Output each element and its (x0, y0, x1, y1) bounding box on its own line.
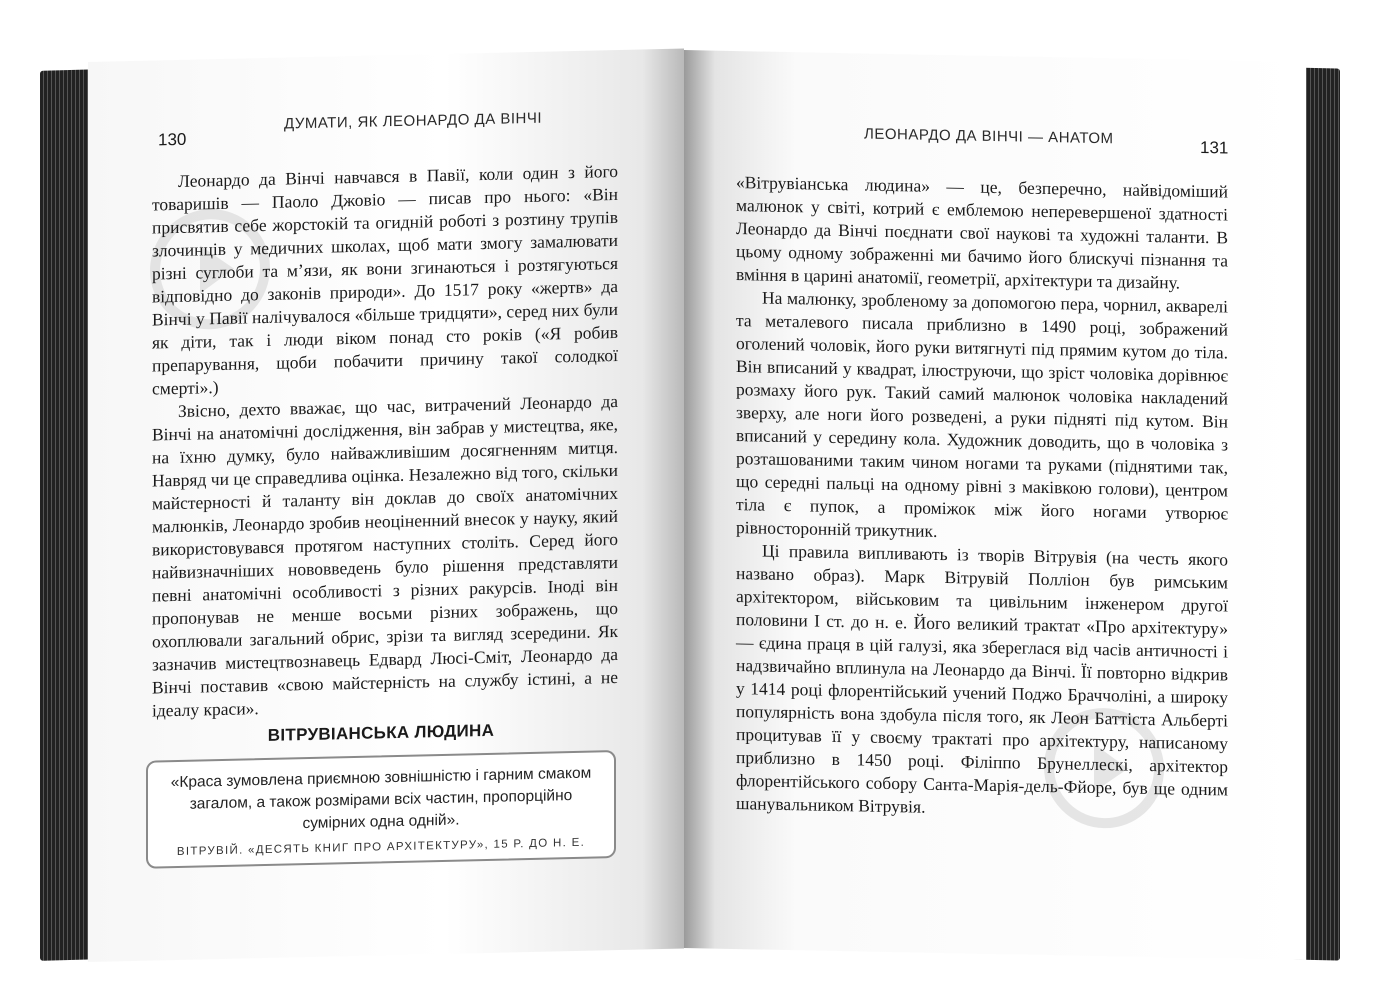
paragraph: Леонардо да Вінчі навчався в Павії, коли один з його товаришів — Паоло Джовіо — писав про нього: «Він присвятив себе жорстокій та огидній роботі з розтину трупів злочинців у медичних школах, щоб мати змогу замалювати різні суглоби та м’язи, як вони згинаються і розтягуються відповідно до законів природи». До 1517 року «жертв» да Вінчі у Павії налічувалося «більше тридцяти», серед них були як діти, так і люди віком понад сто років («Я робив препарування, щоби побачити причину такої солодкої смерті».) (152, 160, 618, 399)
page-number: 130 (158, 129, 187, 150)
paragraph: На малюнку, зробленому за допомогою пера, чорнил, акварелі та металевого писала приблизно в 1490 році, зображений оголений чоловік, його руки витягнуті під прямим кутом до тіла. Він вписаний у квадрат, ілюструючи, що зріст чоловіка дорівнює розмаху його рук. Такий самий малюнок чоловіка накладений зверху, але ноги його розведені, а руки підняті під кутом. Він вписаний у середину кола. Художник доводить, що в чоловіка з розташованими таким чином ногами та руками (піднятими так, що середні пальці на одному рівні з маківкою голови), центром тіла є пупок, а проміжок між його ногами утворює рівносторонній трикутник. (736, 287, 1228, 541)
running-header: ЛЕОНАРДО ДА ВІНЧІ — АНАТОМ (864, 125, 1114, 148)
body-text (736, 171, 1228, 824)
section-title: ВІТРУВІАНСЬКА ЛЮДИНА (267, 720, 495, 745)
body-text (152, 160, 618, 723)
quote-text: «Краса зумовлена приємною зовнішністю і гарним смаком загалом, а також розмірами всіх частин, пропорційно сумірних одна одній». (170, 764, 592, 833)
running-header: ДУМАТИ, ЯК ЛЕОНАРДО ДА ВІНЧІ (284, 109, 543, 133)
epigraph-box (146, 750, 616, 869)
quote-source: ВІТРУВІЙ. «ДЕСЯТЬ КНИГ ПРО АРХІТЕКТУРУ», 15 Р. ДО Н. Е. (176, 836, 586, 858)
paragraph: Ці правила випливають із творів Вітрувія (на честь якого названо образ). Марк Вітрувій Полліон був римським архітектором, військовим та цивільним інженером другої половини I ст. до н. е. Його великий трактат «Про архітектуру» — єдина праця в цій галузі, яка збереглася від часів античності і надзвичайно вплинула на Леонардо да Вінчі. Її повторно відкрив у 1414 році флорентійський учений Поджо Браччоліні, а широку популярність вона здобула після того, як Леон Баттіста Альберті процитував її у своєму трактаті про архітектуру, написаному приблизно в 1450 році. Філіппо Брунеллескі, архітектор флорентійського собору Санта-Марія-дель-Фйоре, був ще одним шанувальником Вітрувія. (736, 540, 1228, 817)
paragraph: «Вітрувіанська людина» — це, безперечно, найвідоміший малюнок у світі, котрий є емблемою неперевершеної здатності Леонардо да Вінчі поєднати свої наукові та художні таланти. В цьому одному зображенні ми бачимо його блискучі пізнання та вміння в царині анатомії, геометрії, архітектури та дизайну. (736, 172, 1228, 293)
left-page (88, 48, 684, 962)
page-number: 131 (1200, 137, 1229, 158)
right-page (684, 50, 1306, 960)
paragraph: Звісно, дехто вважає, що час, витрачений Леонардо да Вінчі на анатомічні дослідження, він забрав у мистецтва, яке, на їхню думку, було найважливішим досягненням митця. Навряд чи це справедлива оцінка. Незалежно від того, скільки майстерності й таланту він доклав до своїх анатомічних малюнків, Леонардо зробив неоціненний внесок у науку, який використовувався протягом наступних століть. Серед його найвизначніших нововведень було рішення представляти певні анатомічні особливості з різних ракурсів. Іноді він пропонував не менше восьми різних зображень, що охоплювали загальний обрис, зрізи та вигляд зсередини. Як зазначив мистецтвознавець Едвард Люсі-Сміт, Леонардо да Вінчі поставив «свою майстерність на службу істині, а не ідеалу краси». (152, 390, 618, 721)
